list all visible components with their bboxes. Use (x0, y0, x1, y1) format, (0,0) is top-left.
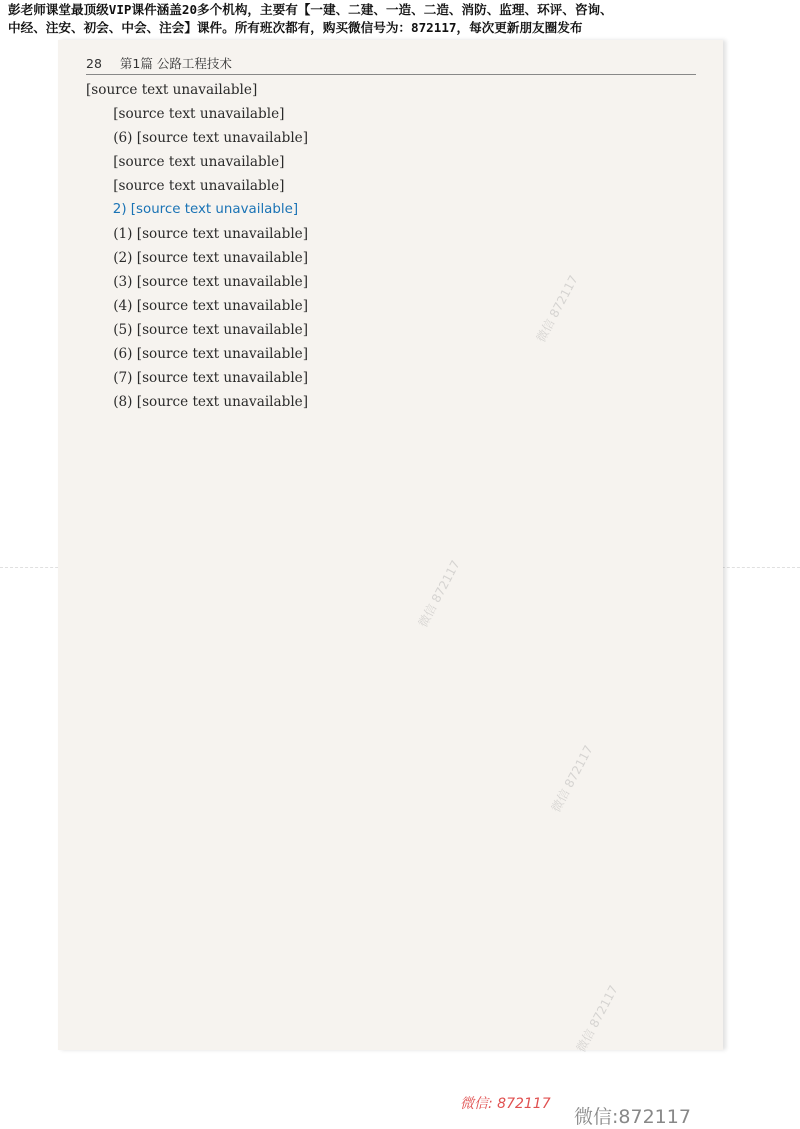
paragraph: (3) [source text unavailable] (113, 274, 309, 290)
watermark-gray: 微信:872117 (574, 1106, 691, 1128)
subheading-collapsible: (6) [source text unavailable] (113, 130, 309, 146)
paragraph: [source text unavailable] (113, 178, 285, 194)
section-title: 第1篇 公路工程技术 (119, 56, 232, 71)
page-number: 28 (86, 56, 102, 71)
header-rule (86, 74, 696, 75)
watermark-inline: 微信 872117 (573, 982, 621, 1055)
paragraph: [source text unavailable] (113, 106, 285, 122)
book-page (58, 40, 723, 1050)
paragraph: (5) [source text unavailable] (113, 322, 309, 338)
banner-line-1: 彭老师课堂最顶级VIP课件涵盖20多个机构，主要有【一建、二建、一造、二造、消防、监理、环评、咨询、 (8, 2, 613, 17)
paragraph: (7) [source text unavailable] (113, 370, 309, 386)
paragraph: (1) [source text unavailable] (113, 226, 309, 242)
subsection-heading: 2) [source text unavailable] (112, 202, 299, 217)
watermark-red: 微信: 872117 (460, 1096, 551, 1112)
paragraph: (2) [source text unavailable] (113, 250, 309, 266)
watermark-inline: 微信 872117 (533, 272, 581, 345)
promo-banner (0, 0, 800, 40)
page-body (86, 78, 696, 414)
banner-line-2: 中经、注安、初会、中会、注会】课件。所有班次都有，购买微信号为：872117，每次更新朋友圈发布 (8, 20, 583, 35)
page-header (86, 54, 696, 72)
paragraph: [source text unavailable] (86, 82, 258, 98)
paragraph: (8) [source text unavailable] (113, 394, 309, 410)
watermark-inline: 微信 872117 (548, 742, 596, 815)
watermark-inline: 微信 872117 (415, 557, 463, 630)
paragraph: [source text unavailable] (113, 154, 285, 170)
paragraph: (6) [source text unavailable] (113, 346, 309, 362)
paragraph: (4) [source text unavailable] (113, 298, 309, 314)
